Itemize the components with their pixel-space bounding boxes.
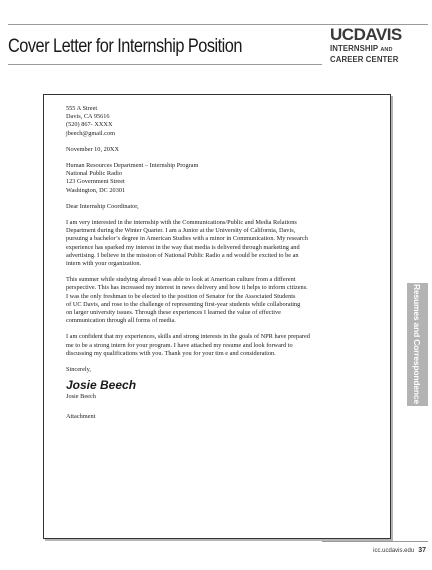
typed-name: Josie Beech — [66, 393, 96, 401]
closing: Sincerely, — [66, 366, 91, 374]
logo-wordmark — [330, 26, 428, 44]
paragraph-line: discussing my qualifications with you. Thank you for your tim e and consideration. — [66, 349, 276, 357]
paragraph-line: communication through all forms of media. — [66, 317, 176, 325]
logo-line-2: CAREER CENTER — [330, 55, 399, 64]
paragraph-line: on larger university issues. Through these experiences I learned the value of effective — [66, 309, 281, 317]
logo-davis: DAVIS — [353, 25, 402, 44]
letter-date: November 10, 20XX — [66, 145, 119, 153]
recipient-line: Human Resources Department – Internship Program — [66, 162, 199, 170]
recipient-line: Washington, DC 20301 — [66, 186, 126, 194]
logo-line-1 — [330, 44, 428, 55]
page-title: Cover Letter for Internship Position — [8, 36, 242, 57]
recipient-address — [66, 162, 380, 195]
header-top-rule — [8, 24, 322, 25]
footer-url: icc.ucdavis.edu — [373, 548, 415, 554]
paragraph-line: experience has sparked my interest in the way that media is delivered through marketing and — [66, 243, 300, 251]
paragraph-line: I was the only freshman to be elected to the position of Senator for the Associated Students — [66, 292, 296, 300]
section-side-tab — [407, 283, 428, 406]
paragraph-line: This summer while studying abroad I was able to look at American culture from a different — [66, 276, 296, 284]
paragraph-line: Department during the Winter Quarter. I am a Junior at the University of California, Davis, — [66, 227, 296, 235]
body-paragraph-2 — [66, 276, 380, 325]
title-underline-rule — [8, 64, 322, 65]
paragraph-line: advertising. I believe in the mission of National Public Radio a nd would be excited to be an — [66, 251, 299, 259]
sender-line: 555 A Street — [66, 105, 98, 112]
side-tab-label: Resumes and Correspondence — [412, 284, 422, 404]
signature: Josie Beech — [66, 378, 137, 393]
sender-email: jbeech@gmail.com — [66, 129, 115, 137]
page-footer — [373, 547, 426, 554]
ucdavis-icc-logo — [330, 26, 428, 64]
logo-uc: UC — [330, 25, 354, 44]
footer-rule — [322, 541, 428, 542]
paragraph-line: intern with your organization. — [66, 260, 142, 268]
sender-line: Davis, CA 95616 — [66, 113, 110, 121]
recipient-line: National Public Radio — [66, 170, 122, 178]
sender-address — [66, 105, 380, 138]
recipient-line: 123 Government Street — [66, 178, 125, 186]
logo-internship: INTERNSHIP — [330, 44, 379, 53]
sender-line: (520) 867- XXXX — [66, 121, 113, 129]
enclosure-note: Attachment — [66, 413, 96, 421]
paragraph-line: I am very interested in the internship with the Communications/Public and Media Relations — [66, 219, 297, 227]
paragraph-line: I am confident that my experiences, skills and strong interests in the goals of NPR have prepared — [66, 333, 310, 341]
paragraph-line: of UC Davis, and rose to the challenge of representing first-year students while collaborating — [66, 300, 301, 308]
logo-and: AND — [380, 47, 393, 53]
salutation: Dear Internship Coordinator, — [66, 202, 139, 210]
body-paragraph-3 — [66, 333, 380, 358]
paragraph-line: me to be a strong intern for your program. I have attached my resume and look forward to — [66, 341, 293, 349]
body-paragraph-1 — [66, 219, 380, 268]
paragraph-line: perspective. This has increased my interest in news delivery and how it helps to inform citizens. — [66, 284, 308, 292]
cover-letter — [66, 105, 380, 430]
page-number: 37 — [418, 547, 426, 554]
paragraph-line: pursuing a bachelor’s degree in American Studies with a minor in Communication. My research — [66, 235, 308, 243]
